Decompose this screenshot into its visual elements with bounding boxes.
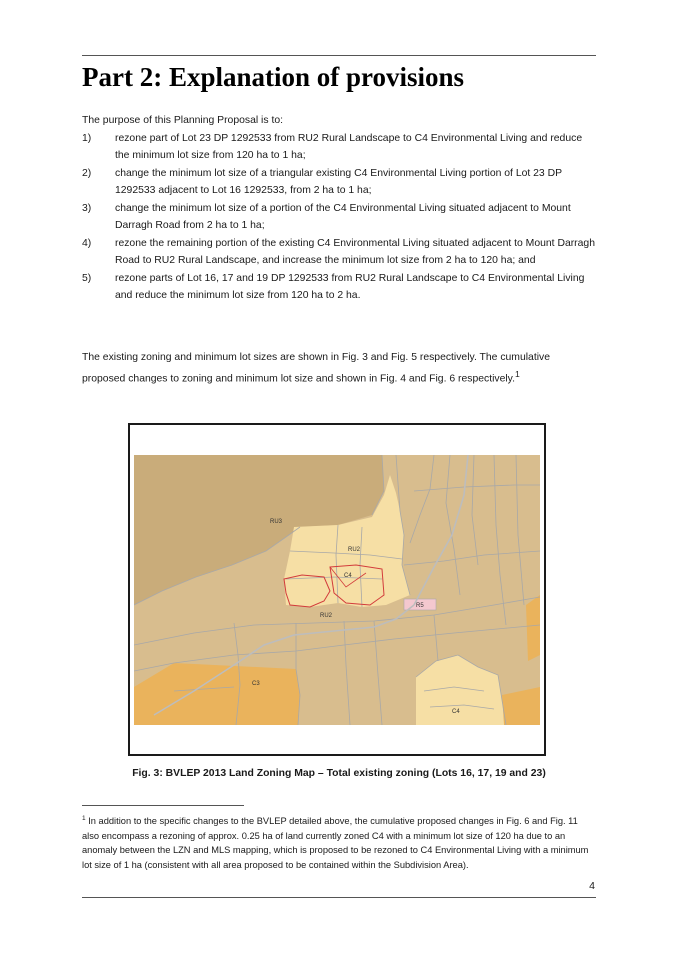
- footnote-marker: 1: [82, 815, 86, 822]
- page-heading: Part 2: Explanation of provisions: [82, 62, 465, 92]
- footnote-text: In addition to the specific changes to the BVLEP detailed above, the cumulative proposed changes in Fig. 6 and Fig. 11 also encompass a rezoning of approx. 0.25 ha of land currently zoned C4 with a minimum lot size of 120 ha due to an anomaly between the LZN and MLS mapping, which is proposed to be rezoned to C4 Environmental Living with a minimum lot size of 1 ha (consistent with all area proposed to be contained within the Subdivision Area).: [82, 816, 589, 870]
- provision-number: 1): [82, 133, 92, 144]
- page-number: 4: [589, 880, 595, 892]
- footnote: [82, 812, 596, 872]
- c3-zone-east: [526, 595, 540, 661]
- footnote-reference[interactable]: 1: [515, 369, 520, 379]
- provision-text: rezone part of Lot 23 DP 1292533 from RU2 Rural Landscape to C4 Environmental Living and reduce the minimum lot size from 120 ha to 1 ha;: [115, 133, 583, 161]
- zoning-map: [134, 455, 540, 725]
- header-rule: [82, 55, 596, 56]
- provisions-list: [82, 130, 596, 305]
- provision-text: change the minimum lot size of a portion of the C4 Environmental Living situated adjacent to Mount Darragh Road from 2 ha to 1 ha;: [115, 203, 571, 231]
- provision-text: rezone the remaining portion of the existing C4 Environmental Living situated adjacent to Mount Darragh Road to RU2 Rural Landscape, and increase the minimum lot size from 2 ha to 120 ha; and: [115, 238, 595, 266]
- c3-zone: [134, 663, 300, 725]
- provision-number: 5): [82, 273, 92, 284]
- zoning-paragraph: [82, 349, 596, 387]
- zoning-paragraph-text: The existing zoning and minimum lot sizes are shown in Fig. 3 and Fig. 5 respectively. The cumulative proposed changes to zoning and minimum lot size and shown in Fig. 4 and Fig. 6 respectively.: [82, 352, 550, 385]
- provision-item: [82, 130, 596, 164]
- provision-item: [82, 270, 596, 304]
- provision-item: [82, 165, 596, 199]
- figure-caption: Fig. 3: BVLEP 2013 Land Zoning Map – Total existing zoning (Lots 16, 17, 19 and 23): [132, 768, 546, 779]
- footer-rule: [82, 897, 596, 898]
- zoning-map-figure: [128, 423, 546, 756]
- provision-item: [82, 235, 596, 269]
- provision-text: rezone parts of Lot 16, 17 and 19 DP 1292533 from RU2 Rural Landscape to C4 Environmental Living and reduce the minimum lot size from 120 ha to 2 ha.: [115, 273, 585, 301]
- zone-label-c4-north: C4: [344, 573, 352, 579]
- zone-label-c3: C3: [252, 681, 260, 687]
- provision-number: 2): [82, 168, 92, 179]
- intro-text: The purpose of this Planning Proposal is to:: [82, 115, 284, 126]
- zone-label-c4-south: C4: [452, 709, 460, 715]
- footnote-rule: [82, 805, 244, 806]
- zone-label-r5: R5: [416, 603, 424, 609]
- zone-label-ru2-center: RU2: [320, 613, 333, 619]
- provision-text: change the minimum lot size of a triangular existing C4 Environmental Living portion of Lot 23 DP 1292533 adjacent to Lot 16 1292533, from 2 ha to 1 ha;: [115, 168, 562, 196]
- provision-number: 3): [82, 203, 92, 214]
- zone-label-ru3: RU3: [270, 519, 283, 525]
- provision-item: [82, 200, 596, 234]
- zone-label-ru2-north: RU2: [348, 547, 361, 553]
- provision-number: 4): [82, 238, 92, 249]
